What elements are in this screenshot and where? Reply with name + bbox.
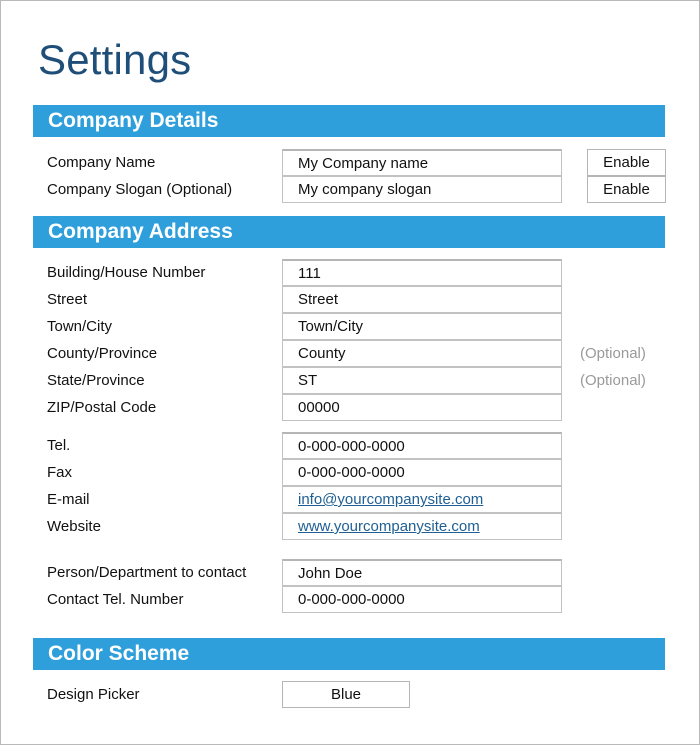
- contact-tel-input[interactable]: 0-000-000-0000: [282, 586, 562, 613]
- state-province-input[interactable]: ST: [282, 367, 562, 394]
- email-label: E-mail: [47, 491, 90, 508]
- tel-label: Tel.: [47, 437, 71, 454]
- design-picker-select[interactable]: Blue: [282, 681, 410, 708]
- contact-tel-label: Contact Tel. Number: [47, 591, 184, 608]
- state-optional-note: (Optional): [580, 372, 646, 389]
- company-slogan-input[interactable]: My company slogan: [282, 176, 562, 203]
- fax-input[interactable]: 0-000-000-0000: [282, 459, 562, 486]
- website-label: Website: [47, 518, 101, 535]
- email-input[interactable]: info@yourcompanysite.com: [282, 486, 562, 513]
- tel-input[interactable]: 0-000-000-0000: [282, 432, 562, 459]
- section-header-company-details: Company Details: [33, 105, 665, 137]
- company-name-enable-button[interactable]: Enable: [587, 149, 666, 176]
- design-picker-label: Design Picker: [47, 686, 140, 703]
- county-province-label: County/Province: [47, 345, 158, 362]
- company-slogan-enable-button[interactable]: Enable: [587, 176, 666, 203]
- section-header-color-scheme: Color Scheme: [33, 638, 665, 670]
- zip-postal-code-label: ZIP/Postal Code: [47, 399, 157, 416]
- website-input[interactable]: www.yourcompanysite.com: [282, 513, 562, 540]
- state-province-label: State/Province: [47, 372, 145, 389]
- company-name-input[interactable]: My Company name: [282, 149, 562, 176]
- street-label: Street: [47, 291, 88, 308]
- town-city-input[interactable]: Town/City: [282, 313, 562, 340]
- building-number-label: Building/House Number: [47, 264, 206, 281]
- building-number-input[interactable]: 111: [282, 259, 562, 286]
- page-title: Settings: [38, 36, 192, 83]
- zip-postal-code-input[interactable]: 00000: [282, 394, 562, 421]
- street-input[interactable]: Street: [282, 286, 562, 313]
- company-name-label: Company Name: [47, 154, 156, 171]
- contact-person-label: Person/Department to contact: [47, 564, 247, 581]
- town-city-label: Town/City: [47, 318, 113, 335]
- fax-label: Fax: [47, 464, 73, 481]
- company-slogan-label: Company Slogan (Optional): [47, 181, 233, 198]
- contact-person-input[interactable]: John Doe: [282, 559, 562, 586]
- section-header-company-address: Company Address: [33, 216, 665, 248]
- county-province-input[interactable]: County: [282, 340, 562, 367]
- county-optional-note: (Optional): [580, 345, 646, 362]
